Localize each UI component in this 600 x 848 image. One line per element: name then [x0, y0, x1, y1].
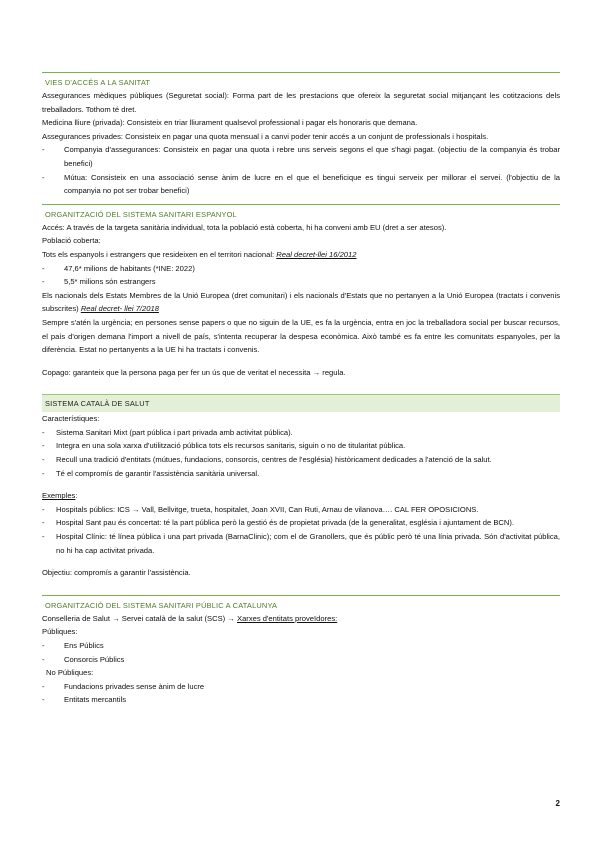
law-link[interactable]: Real decret-llei 16/2012 [276, 249, 357, 259]
examples-colon: : [75, 491, 78, 501]
paragraph: Públiques: [42, 627, 78, 637]
list-item: - Sistema Sanitari Mixt (part pública i part privada amb activitat pública). [42, 426, 560, 440]
bullet-list [42, 426, 560, 480]
section-sistema-espanyol [42, 204, 560, 380]
paragraph: Objectiu: compromís a garantir l'assistència. [42, 568, 191, 578]
list-item: - 47,6* milions de habitants (*INE: 2022) [42, 262, 560, 276]
bullet-list [42, 262, 560, 289]
paragraph: Sempre s'atén la urgència; en persones sense papers o que no siguin de la UE, es fa la urgència, entra en joc la treballadora social per buscar recursos, el país d'origen demana l'import a nivell de país, s'intenta recuperar la despesa econòmica. Això també es fa entre les comunitats espanyoles, per la diferència. Estat no pertanyents a la UE hi ha tractats i convenis. [42, 317, 560, 355]
section-sistema-catalunya [42, 595, 560, 707]
paragraph [42, 612, 560, 626]
paragraph: Característiques: [42, 414, 100, 424]
page-number: 2 [555, 799, 560, 808]
law-link[interactable]: Real decret- llei 7/2018 [80, 304, 159, 314]
paragraph: Accés: A través de la targeta sanitària individual, tota la població està coberta, hi ha conveni amb EU (dret a ser atesos). [42, 222, 447, 232]
paragraph-text: Tots els espanyols i estrangers que resideixen en el territori nacional: [42, 249, 277, 259]
section-title: ORGANITZACIÓ DEL SISTEMA SANITARI ESPANYOL [42, 204, 560, 221]
bullet-list [42, 503, 560, 557]
list-item: - Consorcis Públics [42, 653, 560, 667]
bullet-list [42, 143, 560, 197]
paragraph: Copago: garanteix que la persona paga per fer un ús que de veritat el necessita → regula. [42, 367, 346, 377]
section-sistema-catala [42, 394, 560, 580]
paragraph: Medicina lliure (privada): Consisteix en triar lliurament qualsevol professional i pagar els honoraris que demana. [42, 118, 418, 128]
list-item: - Ens Públics [42, 639, 560, 653]
list-item: - Mútua: Consisteix en una associació sense ànim de lucre en el que el beneficique es tingui serveix per millorar el servei. (l'objectiu de la companyia no pot ser trobar benefici) [42, 171, 560, 198]
list-item: - Integra en una sola xarxa d'utilització pública tots els recursos sanitaris, siguin o no de titularitat pública. [42, 439, 560, 453]
underlined-text: Xarxes d'entitats proveïdores: [237, 613, 338, 623]
bullet-list [42, 680, 560, 707]
paragraph-text: Conselleria de Salut → Servei català de la salut (SCS) → [42, 613, 237, 623]
paragraph: Assegurances mèdiques públiques (Seguretat social): Forma part de les prestacions que ofereix la seguretat social mitjançant les cotitzacions dels treballadors. Tothom té dret. [42, 91, 560, 114]
list-item: - Entitats mercantils [42, 693, 560, 707]
paragraph: No Públiques: [46, 668, 94, 678]
list-item: - Companyia d'assegurances: Consisteix en pagar una quota i rebre uns serveis segons el que s'hagi pagat. (objectiu de la companyia és trobar benefici) [42, 143, 560, 170]
list-item: - Recull una tradició d'entitats (mútues, fundacions, consorcis, centres de l'església) històricament dedicades a l'atenció de la salut. [42, 453, 560, 467]
section-title: ORGANITZACIÓ DEL SISTEMA SANITARI PÚBLIC A CATALUNYA [42, 595, 560, 612]
paragraph: Població coberta: [42, 236, 101, 246]
section-title: SISTEMA CATALÀ DE SALUT [42, 394, 560, 412]
list-item: - Hospitals públics: ICS → Vall, Bellvitge, trueta, hospitalet, Joan XVII, Can Ruti, Arnau de vilanova…. CAL FER OPOSICIONS. [42, 503, 560, 517]
section-vies-acces [42, 72, 560, 198]
list-item: - Hospital Sant pau és concertat: té la part pública però la gestió és de propietat privada (de la generalitat, església i ajuntament de BCN). [42, 516, 560, 530]
paragraph [42, 248, 560, 262]
paragraph-text: Els nacionals dels Estats Membres de la Unió Europea (dret comunitari) i els nacionals d'Estats que no pertanyen a la Unió Europea (tractats i convenis subscrites) [42, 290, 560, 314]
list-item: - Hospital Clínic: té línea pública i una part privada (BarnaClinic); com el de Granollers, que és públic però té una línia privada. Són d'activitat pública, no hi ha cap activitat privada. [42, 530, 560, 557]
paragraph: Assegurances privades: Consisteix en pagar una quota mensual i a canvi poder tenir accés a un conjunt de professionals i hospitals. [42, 131, 489, 141]
paragraph [42, 289, 560, 316]
list-item: - Té el compromís de garantir l'assistència sanitària universal. [42, 467, 560, 481]
bullet-list [42, 639, 560, 666]
list-item: - Fundacions privades sense ànim de lucre [42, 680, 560, 694]
list-item: - 5,5* milions són estrangers [42, 275, 560, 289]
examples-label: Exemples [42, 491, 76, 501]
section-title: VIES D'ACCÉS A LA SANITAT [42, 72, 560, 89]
paragraph [42, 489, 560, 503]
